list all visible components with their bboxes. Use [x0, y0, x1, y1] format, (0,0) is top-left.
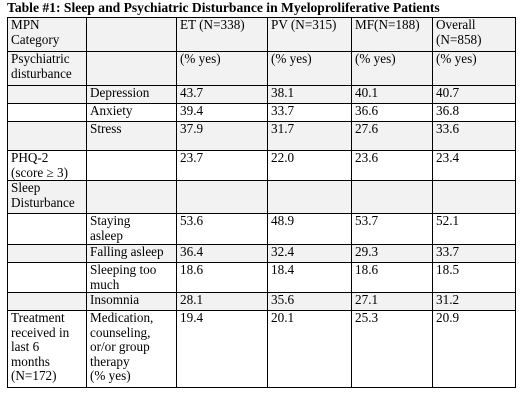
row-subcategory-line: Medication, [90, 310, 154, 325]
cell-mf: 36.6 [352, 104, 433, 122]
header-pv: PV (N=315) [268, 18, 352, 52]
document-page [7, 0, 515, 388]
cell-overall: 36.8 [433, 104, 516, 122]
row-category-line: (N=172) [11, 368, 57, 383]
table-row [8, 86, 516, 104]
table-row [8, 293, 516, 311]
header-subcategory [87, 18, 177, 52]
cell-mf: 27.1 [352, 293, 433, 311]
row-subcategory-cell [87, 181, 177, 214]
table-row [8, 245, 516, 263]
row-subcategory-line: Falling asleep [90, 244, 164, 259]
row-category-cell [8, 245, 87, 263]
cell-pv [268, 181, 352, 214]
row-category-line: Psychiatric [11, 51, 70, 66]
row-subcategory-line: therapy [90, 353, 130, 369]
header-overall-line: (N=858) [436, 31, 482, 47]
table-title: Table #1: Sleep and Psychiatric Disturbance in Myeloproliferative Patients [7, 0, 440, 15]
row-category-cell [8, 293, 87, 311]
cell-overall: 40.7 [433, 86, 516, 104]
header-mf: MF(N=188) [352, 18, 433, 52]
row-subcategory-line: Depression [90, 85, 150, 100]
row-category-line: months [11, 353, 50, 369]
header-category [8, 18, 87, 52]
cell-mf: 25.3 [352, 311, 433, 388]
table-row [8, 52, 516, 86]
table-row [8, 151, 516, 181]
cell-et: 37.9 [177, 122, 268, 151]
cell-pv: 35.6 [268, 293, 352, 311]
cell-overall: 33.6 [433, 122, 516, 151]
cell-et: 36.4 [177, 245, 268, 263]
row-subcategory-line: Staying [90, 213, 131, 228]
row-category-cell [8, 311, 87, 388]
row-subcategory-cell [87, 245, 177, 263]
cell-et: 53.6 [177, 214, 268, 245]
cell-mf: 18.6 [352, 263, 433, 293]
table-row [8, 122, 516, 151]
row-category-line: Treatment [11, 310, 65, 325]
table-row [8, 181, 516, 214]
row-subcategory-cell [87, 104, 177, 122]
row-category-cell [8, 214, 87, 245]
row-category-line: PHQ-2 [11, 150, 49, 165]
row-category-cell [8, 151, 87, 181]
cell-overall: 20.9 [433, 311, 516, 388]
row-subcategory-cell [87, 86, 177, 104]
cell-pv: 22.0 [268, 151, 352, 181]
cell-overall: 23.4 [433, 151, 516, 181]
row-category-cell [8, 104, 87, 122]
cell-overall: 18.5 [433, 263, 516, 293]
row-category-line: last 6 [11, 339, 40, 354]
row-subcategory-line: Stress [90, 121, 122, 136]
row-category-line: Sleep [11, 180, 41, 195]
table-row [8, 263, 516, 293]
row-subcategory-cell [87, 52, 177, 86]
header-category-line: Category [11, 31, 60, 47]
cell-mf: (% yes) [352, 52, 433, 86]
row-subcategory-line: asleep [90, 227, 123, 243]
row-category-line: disturbance [11, 65, 72, 81]
row-subcategory-cell [87, 311, 177, 388]
header-category-line: MPN [11, 17, 40, 32]
row-subcategory-cell [87, 122, 177, 151]
cell-et: 23.7 [177, 151, 268, 181]
cell-pv: 32.4 [268, 245, 352, 263]
header-overall-line: Overall [436, 17, 476, 32]
cell-et: 18.6 [177, 263, 268, 293]
cell-pv: (% yes) [268, 52, 352, 86]
row-subcategory-line: much [90, 276, 120, 292]
table-row [8, 214, 516, 245]
table-row [8, 311, 516, 388]
row-category-cell [8, 263, 87, 293]
cell-overall [433, 181, 516, 214]
row-subcategory-line: counseling, [90, 324, 151, 340]
row-subcategory-cell [87, 214, 177, 245]
row-subcategory-line: Anxiety [90, 103, 133, 118]
row-category-cell [8, 181, 87, 214]
cell-pv: 33.7 [268, 104, 352, 122]
row-category-line: (score ≥ 3) [11, 164, 69, 180]
cell-pv: 20.1 [268, 311, 352, 388]
cell-overall: (% yes) [433, 52, 516, 86]
cell-pv: 38.1 [268, 86, 352, 104]
cell-mf: 27.6 [352, 122, 433, 151]
cell-overall: 33.7 [433, 245, 516, 263]
cell-mf: 53.7 [352, 214, 433, 245]
cell-pv: 48.9 [268, 214, 352, 245]
cell-mf: 29.3 [352, 245, 433, 263]
row-category-cell [8, 52, 87, 86]
cell-et: 43.7 [177, 86, 268, 104]
cell-et: 19.4 [177, 311, 268, 388]
header-row [8, 18, 516, 52]
cell-mf: 23.6 [352, 151, 433, 181]
header-et: ET (N=338) [177, 18, 268, 52]
table-row [8, 104, 516, 122]
cell-mf [352, 181, 433, 214]
row-subcategory-cell [87, 293, 177, 311]
cell-et: (% yes) [177, 52, 268, 86]
row-subcategory-cell [87, 151, 177, 181]
cell-pv: 18.4 [268, 263, 352, 293]
row-category-cell [8, 122, 87, 151]
cell-et: 39.4 [177, 104, 268, 122]
header-overall [433, 18, 516, 52]
row-subcategory-cell [87, 263, 177, 293]
row-category-line: received in [11, 324, 70, 340]
row-category-cell [8, 86, 87, 104]
row-subcategory-line: or/or group [90, 339, 150, 354]
cell-et: 28.1 [177, 293, 268, 311]
data-table [7, 17, 516, 388]
row-subcategory-line: Sleeping too [90, 262, 157, 277]
row-subcategory-line: (% yes) [90, 368, 131, 383]
cell-pv: 31.7 [268, 122, 352, 151]
row-category-line: Disturbance [11, 194, 75, 210]
cell-overall: 52.1 [433, 214, 516, 245]
cell-et [177, 181, 268, 214]
row-subcategory-line: Insomnia [90, 292, 140, 307]
cell-mf: 40.1 [352, 86, 433, 104]
cell-overall: 31.2 [433, 293, 516, 311]
